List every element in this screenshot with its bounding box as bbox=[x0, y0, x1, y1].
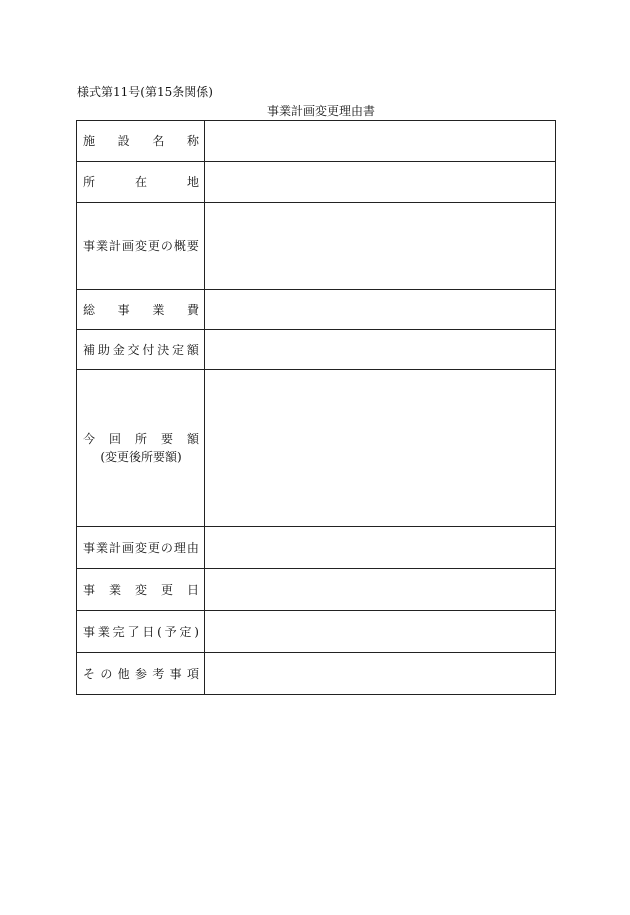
label-char: 額 bbox=[186, 342, 199, 357]
label-char: 変 bbox=[134, 540, 147, 555]
label-char: 参 bbox=[134, 666, 147, 681]
form-row-subsidy-decision-amount bbox=[77, 330, 556, 370]
label-char: 日 bbox=[186, 582, 199, 597]
field-label bbox=[83, 174, 199, 190]
label-char: 完 bbox=[112, 624, 125, 639]
label-char: 変 bbox=[134, 582, 147, 597]
field-value-other-notes[interactable] bbox=[205, 653, 556, 695]
field-label bbox=[83, 431, 199, 447]
label-char: 画 bbox=[121, 239, 134, 253]
label-char: 名 bbox=[152, 134, 165, 148]
label-char: 変 bbox=[134, 239, 147, 253]
label-char: 更 bbox=[147, 540, 160, 555]
field-label-cell bbox=[77, 121, 205, 162]
field-label-cell bbox=[77, 527, 205, 569]
label-char: 事 bbox=[83, 624, 96, 639]
label-char: 補 bbox=[83, 342, 96, 357]
field-label-cell bbox=[77, 653, 205, 695]
label-char: 事 bbox=[83, 582, 96, 597]
label-char: 考 bbox=[152, 666, 165, 681]
label-char: ( bbox=[157, 624, 162, 639]
label-char: 概 bbox=[173, 239, 186, 253]
field-sublabel: (変更後所要額) bbox=[100, 450, 182, 464]
label-char: 決 bbox=[157, 342, 170, 357]
field-label-cell bbox=[77, 330, 205, 370]
label-char: ) bbox=[194, 624, 199, 639]
field-label bbox=[83, 342, 199, 358]
field-value-plan-change-summary[interactable] bbox=[205, 203, 556, 290]
label-char: 施 bbox=[83, 134, 96, 148]
form-row-current-required-amount bbox=[77, 370, 556, 527]
label-char: 画 bbox=[121, 540, 134, 555]
label-char: 地 bbox=[186, 175, 199, 189]
field-label-cell bbox=[77, 569, 205, 611]
label-char: 業 bbox=[95, 239, 108, 253]
field-label-cell bbox=[77, 611, 205, 653]
field-label bbox=[83, 666, 199, 682]
label-char: 予 bbox=[164, 624, 177, 639]
label-char: 金 bbox=[112, 342, 125, 357]
label-char: 今 bbox=[83, 432, 96, 446]
label-char: の bbox=[160, 239, 173, 253]
label-char: 計 bbox=[108, 239, 121, 253]
label-char: 助 bbox=[97, 342, 110, 357]
label-char: 他 bbox=[117, 666, 130, 681]
label-char: 了 bbox=[127, 624, 140, 639]
field-label bbox=[83, 133, 199, 149]
label-char: 計 bbox=[108, 540, 121, 555]
field-label bbox=[83, 624, 199, 640]
label-char: 定 bbox=[179, 624, 192, 639]
form-row-total-project-cost bbox=[77, 290, 556, 330]
form-row-project-change-date bbox=[77, 569, 556, 611]
field-label bbox=[83, 302, 199, 318]
label-char: 要 bbox=[160, 432, 173, 446]
label-char: 更 bbox=[160, 582, 173, 597]
form-number: 様式第11号(第15条関係) bbox=[77, 85, 213, 99]
label-char: 設 bbox=[117, 134, 130, 148]
label-char: 費 bbox=[186, 302, 199, 317]
label-char: 業 bbox=[152, 302, 165, 317]
label-char: 所 bbox=[134, 432, 147, 446]
label-char: 業 bbox=[97, 624, 110, 639]
field-label bbox=[83, 582, 199, 598]
label-char: 事 bbox=[117, 302, 130, 317]
field-value-location[interactable] bbox=[205, 162, 556, 203]
label-char: 業 bbox=[95, 540, 108, 555]
label-char: 理 bbox=[173, 540, 186, 555]
label-char: そ bbox=[83, 666, 96, 681]
form-row-location bbox=[77, 162, 556, 203]
field-value-total-project-cost[interactable] bbox=[205, 290, 556, 330]
field-label-cell bbox=[77, 162, 205, 203]
change-reason-form-table bbox=[76, 120, 556, 695]
label-char: 所 bbox=[83, 175, 96, 189]
label-char: 付 bbox=[142, 342, 155, 357]
label-char: の bbox=[160, 540, 173, 555]
label-char: 在 bbox=[134, 175, 147, 189]
label-char: 更 bbox=[147, 239, 160, 253]
label-char: 総 bbox=[83, 302, 96, 317]
form-row-project-completion-date bbox=[77, 611, 556, 653]
form-row-plan-change-reason bbox=[77, 527, 556, 569]
label-char: 日 bbox=[142, 624, 155, 639]
label-char: 要 bbox=[186, 239, 199, 253]
label-char: 由 bbox=[186, 540, 199, 555]
field-label bbox=[83, 238, 199, 254]
field-value-facility-name[interactable] bbox=[205, 121, 556, 162]
field-label-cell bbox=[77, 290, 205, 330]
form-row-facility-name bbox=[77, 121, 556, 162]
label-char: 業 bbox=[108, 582, 121, 597]
label-char: 項 bbox=[186, 666, 199, 681]
form-row-other-notes bbox=[77, 653, 556, 695]
label-char: 回 bbox=[108, 432, 121, 446]
field-label-cell bbox=[77, 370, 205, 527]
label-char: の bbox=[100, 666, 113, 681]
label-char: 交 bbox=[127, 342, 140, 357]
document-title: 事業計画変更理由書 bbox=[266, 104, 375, 118]
label-char: 事 bbox=[83, 540, 96, 555]
label-char: 額 bbox=[186, 432, 199, 446]
field-value-project-change-date[interactable] bbox=[205, 569, 556, 611]
form-row-plan-change-summary bbox=[77, 203, 556, 290]
field-value-subsidy-decision-amount[interactable] bbox=[205, 330, 556, 370]
field-value-plan-change-reason[interactable] bbox=[205, 527, 556, 569]
label-char: 定 bbox=[172, 342, 185, 357]
label-char: 事 bbox=[83, 239, 96, 253]
label-char: 事 bbox=[169, 666, 182, 681]
field-label-cell bbox=[77, 203, 205, 290]
label-char: 称 bbox=[186, 134, 199, 148]
field-value-current-required-amount[interactable] bbox=[205, 370, 556, 527]
field-label bbox=[83, 540, 199, 556]
field-value-project-completion-date[interactable] bbox=[205, 611, 556, 653]
